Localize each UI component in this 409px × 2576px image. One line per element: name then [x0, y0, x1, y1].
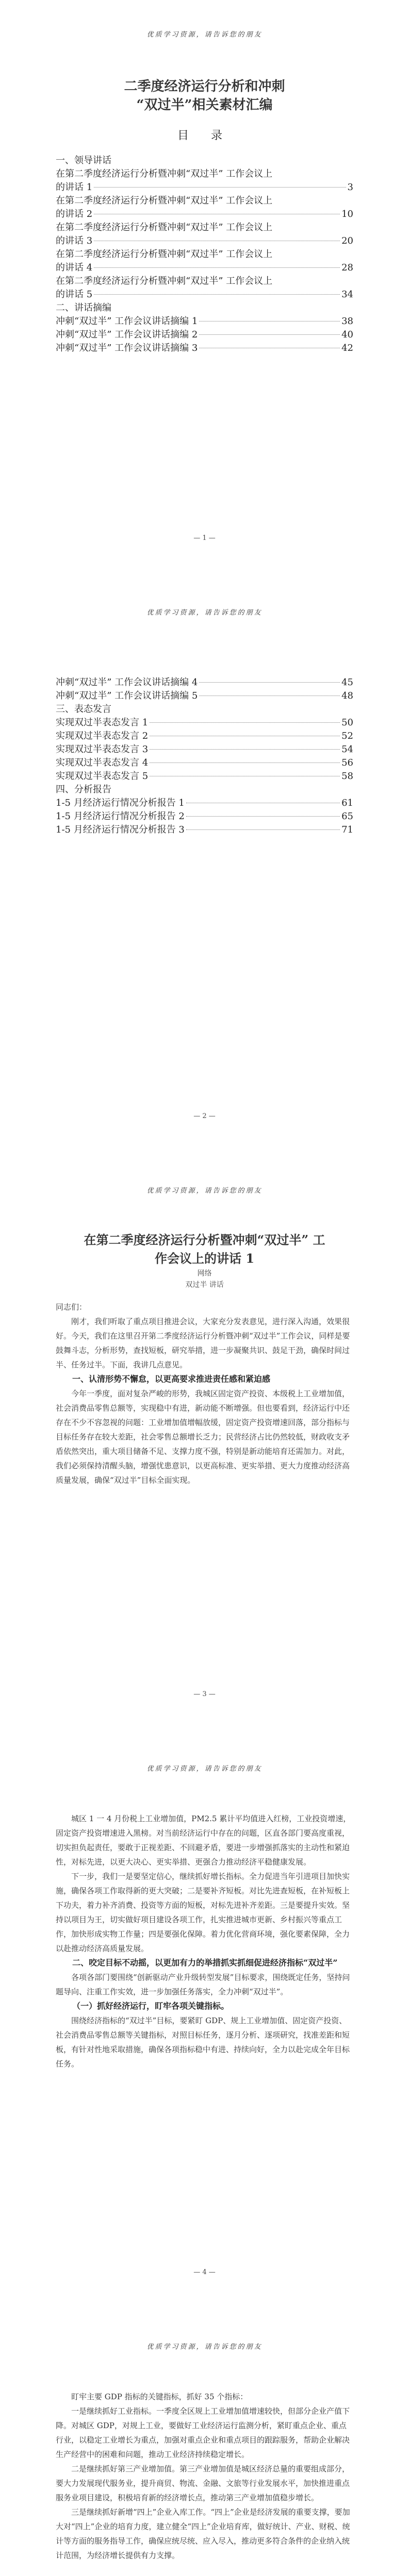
toc-entry-text: 实现双过半表态发言 2: [56, 731, 149, 741]
toc-entry-text: 实现双过半表态发言 3: [56, 744, 149, 755]
toc-page-number: 20: [341, 235, 353, 246]
toc-page-number: 38: [341, 316, 353, 327]
page-header: 优质学习资源，请告诉您的朋友: [146, 1187, 263, 1195]
toc-leader-dots: [199, 682, 340, 683]
section-heading: 一、认清形势不懈怠，以更高要求推进责任感和紧迫感: [72, 1374, 271, 1384]
toc-entry[interactable]: [56, 342, 353, 355]
page-content: [56, 1231, 353, 1487]
toc-page-number: 56: [341, 757, 353, 768]
toc-entry[interactable]: [56, 716, 353, 730]
page-header: 优质学习资源，请告诉您的朋友: [146, 31, 263, 39]
toc-page-number: 54: [341, 744, 353, 755]
document-page-1: [0, 0, 409, 578]
body-paragraph: 刚才，我们听取了重点项目推进会议，大家充分发表意见，进行深入沟通，效果很好。今天，我们在这里召开第二季度经济运行分析暨冲刺“双过半”工作会议，同样是要鼓舞斗志，分析形势，查找短板，研究举措，进一步凝聚共识、鼓足干劲，确保时间过半、任务过半。下面，我讲几点意见。: [56, 1317, 350, 1369]
toc-entry-text: 1-5 月经济运行情况分析报告 3: [56, 824, 185, 835]
toc-page-number: 61: [341, 798, 353, 808]
body-paragraph: 盯牢主要 GDP 指标的关键指标，抓好 35 个指标：: [71, 2392, 248, 2401]
toc-entry-text: 的讲话 2: [56, 209, 93, 219]
page-footer: — 4 —: [193, 2268, 216, 2276]
toc-entry-text: 在第二季度经济运行分析暨冲刺“双过半” 工作会议上: [56, 276, 273, 286]
toc-entry[interactable]: [56, 823, 353, 837]
toc-leader-dots: [199, 334, 340, 335]
toc-entry[interactable]: [56, 315, 353, 328]
toc-entry-text: 实现双过半表态发言 1: [56, 717, 149, 728]
document-title-line-1: 二季度经济运行分析和冲刺: [124, 79, 285, 94]
body-paragraph: 围绕经济指标的“双过半”目标，要紧盯 GDP、规上工业增加值、固定资产投资、社会消费品零售总额等关键指标，对照目标任务，逐月分析、逐项研究，找准差距和短板，有针对性地采取措施，确保各项指标稳中有进、持续向好，全力以赴完成全年目标任务。: [56, 2016, 350, 2069]
toc-entry[interactable]: [56, 275, 353, 301]
toc-page-number: 34: [341, 289, 353, 300]
body-paragraph: 三是继续抓好新增“四上”企业入库工作。“四上”企业是经济发展的重要支撑，要加大对“四上”企业的培育力度，建立健全“四上”企业培育库，做好统计、产业、财税、统计等方面的服务指导工作，确保应统尽统、应入尽入，推动更多符合条件的企业纳入统计范围，为经济增长提供有力支撑。: [56, 2507, 350, 2560]
toc-page-number: 50: [341, 717, 353, 728]
toc-entry[interactable]: [56, 248, 353, 275]
body-paragraph: 一是继续抓好工业指标。一季度全区规上工业增加值增速较快，但部分企业产值下降。对城区 GDP，对规上工业，要做好工业经济运行监测分析，紧盯重点企业、重点行业，以稳定工业增长为重点，加强对重点企业和重点项目的跟踪服务，帮助企业解决生产经营中的困难和问题，推动工业经济持续稳定增长。: [56, 2406, 350, 2459]
toc-entry[interactable]: [56, 810, 353, 823]
toc-leader-dots: [94, 187, 346, 188]
toc-page-number: 40: [341, 329, 353, 340]
toc-entry[interactable]: [56, 730, 353, 743]
toc-entry[interactable]: [56, 689, 353, 703]
toc-entry-text: 的讲话 4: [56, 262, 93, 273]
page-footer: — 2 —: [193, 1112, 216, 1120]
toc-entry[interactable]: [56, 676, 353, 689]
document-title-line-2: “双过半”相关素材汇编: [136, 97, 273, 113]
toc-section-label: 四、分析报告: [56, 784, 111, 795]
toc-entry[interactable]: [56, 770, 353, 783]
toc-entry-text: 的讲话 3: [56, 235, 93, 246]
toc-leader-dots: [150, 749, 340, 750]
toc-leader-dots: [94, 294, 340, 295]
document-page-2: [0, 578, 409, 1156]
document-page-5: [0, 2312, 409, 2576]
page-footer: — 1 —: [193, 534, 216, 542]
toc-entry[interactable]: [56, 328, 353, 342]
toc-entry-text: 在第二季度经济运行分析暨冲刺“双过半” 工作会议上: [56, 168, 273, 179]
subsection-heading: （一）抓好经济运行，盯牢各项关键指标。: [72, 2001, 230, 2011]
byline-tags: 双过半 讲话: [185, 1281, 224, 1289]
page-footer: — 3 —: [193, 1690, 216, 1698]
speech-title-line-2: 作会议上的讲话 1: [154, 1251, 255, 1266]
toc-page-number: 28: [341, 262, 353, 273]
toc-entry-text: 实现双过半表态发言 5: [56, 771, 149, 782]
toc-leader-dots: [94, 267, 340, 268]
speech-title-line-1: 在第二季度经济运行分析暨冲刺“双过半” 工: [84, 1232, 325, 1247]
toc-page-number: 65: [341, 811, 353, 822]
toc-entry-text: 在第二季度经济运行分析暨冲刺“双过半” 工作会议上: [56, 222, 273, 233]
page-content: [56, 2389, 353, 2563]
page-content: [56, 77, 353, 355]
toc-entry[interactable]: [56, 221, 353, 248]
page-content: [56, 676, 353, 837]
body-paragraph: 今年一季度，面对复杂严峻的形势，我城区固定资产投资、本级税上工业增加值，社会消费品零售总额等，实现稳中有进，新动能不断增强。但也要看到，经济运行中还存在不少不容忽视的问题：工业增加值增幅放缓，固定资产投资增速回落，部分指标与目标任务存在较大差距，社会零售总额增长乏力；民营经济占比仍然较低，财政收支矛盾依然突出，重大项目储备不足、支撑力度不强，特别是新动能培育还需加力。对此，我们必须保持清醒头脑，增强忧患意识，以更高标准、更实举措、更大力度推动经济高质量发展，确保“双过半”目标全面实现。: [56, 1389, 350, 1485]
toc-section-label: 一、领导讲话: [56, 155, 111, 166]
toc-entry[interactable]: [56, 796, 353, 810]
toc-entry-text: 的讲话 5: [56, 289, 93, 300]
body-paragraph: 二是继续抓好第三产业增加值。第三产业增加值是城区经济总量的重要组成部分，要大力发展现代服务业，提升商贸、物流、金融、文旅等行业发展水平，加快推进重点服务业项目建设，积极培育新的经济增长点，推动第三产业增加值稳步增长。: [56, 2464, 350, 2502]
toc-entry-text: 1-5 月经济运行情况分析报告 2: [56, 811, 185, 822]
toc-entry-text: 冲刺“双过半” 工作会议讲话摘编 3: [56, 343, 198, 353]
toc-page-number: 58: [341, 771, 353, 782]
document-page-4: [0, 1734, 409, 2312]
page-content: [56, 1811, 353, 2071]
toc-entry-text: 冲刺“双过半” 工作会议讲话摘编 4: [56, 677, 198, 688]
toc-entry-text: 冲刺“双过半” 工作会议讲话摘编 2: [56, 329, 198, 340]
toc-entry[interactable]: [56, 743, 353, 756]
toc-entry-text: 冲刺“双过半” 工作会议讲话摘编 1: [56, 316, 198, 327]
toc-section-label: 二、讲话摘编: [56, 302, 111, 313]
toc-entry[interactable]: [56, 194, 353, 221]
toc-page-number: 3: [347, 182, 353, 193]
body-paragraph: 下一步，我们一是要坚定信心，继续抓好增长指标。全力促进当年引进项目加快实施，确保各项工作取得新的更大突破；二是要补齐短板。对比先进查短板，在补短板上下功夫，着力补齐消费、投资等方面的短板，对标先进补齐差距。三是要提升实效。坚持以项目为王，切实做好项目建设各项工作，扎实推进城市更新、乡村振兴等重点工作，加快形成实物工作量；四是要强化保障。着力优化营商环境，强化要素保障，全力以赴推动经济高质量发展。: [56, 1872, 350, 1953]
toc-entry-text: 的讲话 1: [56, 182, 93, 193]
toc-page-number: 48: [341, 690, 353, 701]
section-heading: 二、咬定目标不动摇，以更加有力的举措抓实抓细促进经济指标“双过半”: [72, 1958, 338, 1968]
page-header: 优质学习资源，请告诉您的朋友: [146, 1765, 263, 1773]
page-header: 优质学习资源，请告诉您的朋友: [146, 609, 263, 617]
body-paragraph: 各项各部门要围绕“创新驱动产业升级转型发展”目标要求，围绕既定任务，坚持问题导向、注重工作实效，进一步加强任务落实，全力冲刺“双过半”。: [56, 1973, 350, 1996]
document-page-3: [0, 1156, 409, 1734]
toc-page-number: 45: [341, 677, 353, 688]
toc-entry-text: 冲刺“双过半” 工作会议讲话摘编 5: [56, 690, 198, 701]
toc-entry-text: 1-5 月经济运行情况分析报告 1: [56, 798, 185, 808]
toc-entry[interactable]: [56, 167, 353, 194]
byline-source: 网络: [197, 1269, 212, 1278]
toc-leader-dots: [186, 829, 340, 830]
toc-entry[interactable]: [56, 756, 353, 770]
toc-entry-text: 在第二季度经济运行分析暨冲刺“双过半” 工作会议上: [56, 249, 273, 260]
toc-page-number: 52: [341, 731, 353, 741]
toc-heading: 目 录: [177, 129, 232, 142]
body-paragraph: 城区 1 一 4 月份税上工业增加值，PM2.5 累计平均值进入红榜，工业投资增速，固定资产投资增速进入黑榜。对当前经济运行中存在的问题，区直各部门要高度重视，切实担负起责任，要敢于正视差距、不回避矛盾，要进一步增强抓落实的主动性和紧迫性，对标先进，以更大决心、更实举措、更强合力推动经济平稳健康发展。: [56, 1814, 351, 1867]
toc-entry-text: 在第二季度经济运行分析暨冲刺“双过半” 工作会议上: [56, 195, 273, 206]
toc-page-number: 10: [341, 209, 353, 219]
salutation: 同志们：: [56, 1302, 87, 1312]
toc-leader-dots: [150, 722, 340, 723]
toc-entry-text: 实现双过半表态发言 4: [56, 757, 149, 768]
toc-page-number: 42: [341, 343, 353, 353]
toc-page-number: 71: [341, 824, 353, 835]
toc-section-label: 三、表态发言: [56, 704, 111, 715]
page-header: 优质学习资源，请告诉您的朋友: [146, 2343, 263, 2351]
toc-leader-dots: [186, 816, 340, 817]
toc-leader-dots: [150, 762, 340, 763]
